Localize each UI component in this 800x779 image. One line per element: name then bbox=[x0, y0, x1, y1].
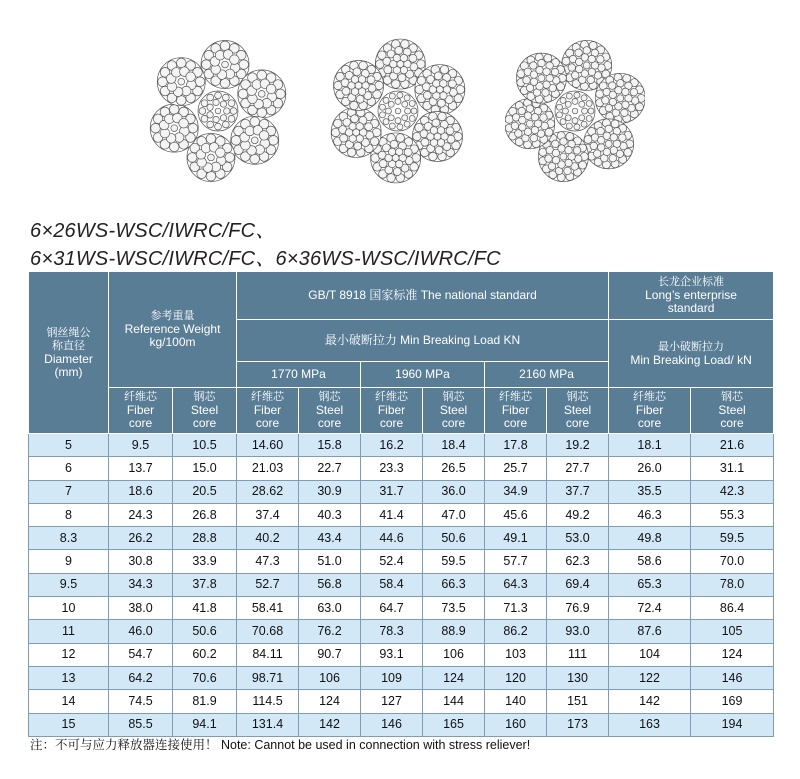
fiber-core-header-en: Fiber core bbox=[501, 403, 530, 430]
enterprise-load-cn: 最小破断拉力 bbox=[658, 340, 725, 353]
table-cell: 24.3 bbox=[109, 503, 173, 526]
table-cell: 21.6 bbox=[691, 434, 774, 457]
grade-header: 1770 MPa bbox=[237, 362, 361, 388]
rope-cross-section-6x31ws bbox=[328, 36, 468, 186]
table-cell: 127 bbox=[361, 690, 423, 713]
table-cell: 76.9 bbox=[547, 597, 609, 620]
table-cell: 26.0 bbox=[609, 457, 691, 480]
table-cell: 18.4 bbox=[423, 434, 485, 457]
table-cell: 78.3 bbox=[361, 620, 423, 643]
table-cell: 140 bbox=[485, 690, 547, 713]
table-cell: 38.0 bbox=[109, 597, 173, 620]
table-cell: 106 bbox=[423, 643, 485, 666]
fiber-core-header-cn: 纤维芯 bbox=[375, 391, 408, 403]
fiber-core-header-cn: 纤维芯 bbox=[633, 391, 667, 403]
table-cell: 19.2 bbox=[547, 434, 609, 457]
spec-table bbox=[28, 271, 774, 737]
diameter-cell: 9.5 bbox=[29, 573, 109, 596]
table-cell: 33.9 bbox=[173, 550, 237, 573]
table-cell: 37.4 bbox=[237, 503, 299, 526]
steel-core-header-en: Steel core bbox=[439, 403, 468, 430]
table-cell: 37.7 bbox=[547, 480, 609, 503]
table-cell: 151 bbox=[547, 690, 609, 713]
diameter-cell: 15 bbox=[29, 713, 109, 736]
diameter-cell: 13 bbox=[29, 666, 109, 689]
table-cell: 18.6 bbox=[109, 480, 173, 503]
table-cell: 73.5 bbox=[423, 597, 485, 620]
table-cell: 47.0 bbox=[423, 503, 485, 526]
table-cell: 26.2 bbox=[109, 527, 173, 550]
table-cell: 98.71 bbox=[237, 666, 299, 689]
table-cell: 124 bbox=[691, 643, 774, 666]
table-cell: 64.7 bbox=[361, 597, 423, 620]
table-cell: 21.03 bbox=[237, 457, 299, 480]
table-cell: 26.8 bbox=[173, 503, 237, 526]
steel-core-header-en: Steel core bbox=[190, 403, 219, 430]
table-cell: 13.7 bbox=[109, 457, 173, 480]
steel-core-header-cn: 钢芯 bbox=[442, 391, 465, 403]
table-cell: 36.0 bbox=[423, 480, 485, 503]
table-row bbox=[29, 597, 774, 620]
table-cell: 25.7 bbox=[485, 457, 547, 480]
table-row bbox=[29, 527, 774, 550]
table-cell: 60.2 bbox=[173, 643, 237, 666]
table-cell: 59.5 bbox=[691, 527, 774, 550]
table-cell: 74.5 bbox=[109, 690, 173, 713]
table-cell: 165 bbox=[423, 713, 485, 736]
table-cell: 40.2 bbox=[237, 527, 299, 550]
steel-core-header-en: Steel core bbox=[563, 403, 592, 430]
table-cell: 84.11 bbox=[237, 643, 299, 666]
steel-core-header bbox=[691, 388, 774, 434]
table-cell: 37.8 bbox=[173, 573, 237, 596]
table-cell: 63.0 bbox=[299, 597, 361, 620]
table-cell: 160 bbox=[485, 713, 547, 736]
table-row bbox=[29, 503, 774, 526]
fiber-core-header-en: Fiber core bbox=[377, 403, 406, 430]
table-cell: 46.3 bbox=[609, 503, 691, 526]
weight-header-cn: 参考重量 bbox=[150, 310, 195, 322]
table-cell: 106 bbox=[299, 666, 361, 689]
table-cell: 49.1 bbox=[485, 527, 547, 550]
table-cell: 22.7 bbox=[299, 457, 361, 480]
table-cell: 59.5 bbox=[423, 550, 485, 573]
diameter-cell: 5 bbox=[29, 434, 109, 457]
steel-core-header bbox=[173, 388, 237, 434]
table-row bbox=[29, 434, 774, 457]
table-cell: 146 bbox=[361, 713, 423, 736]
table-cell: 51.0 bbox=[299, 550, 361, 573]
fiber-core-header bbox=[609, 388, 691, 434]
table-cell: 14.60 bbox=[237, 434, 299, 457]
table-cell: 70.68 bbox=[237, 620, 299, 643]
table-cell: 65.3 bbox=[609, 573, 691, 596]
steel-core-header-en: Steel core bbox=[315, 403, 344, 430]
table-cell: 111 bbox=[547, 643, 609, 666]
table-cell: 18.1 bbox=[609, 434, 691, 457]
diameter-header bbox=[29, 272, 109, 434]
table-cell: 76.2 bbox=[299, 620, 361, 643]
table-cell: 50.6 bbox=[423, 527, 485, 550]
table-cell: 64.3 bbox=[485, 573, 547, 596]
table-row bbox=[29, 573, 774, 596]
table-cell: 47.3 bbox=[237, 550, 299, 573]
table-cell: 52.7 bbox=[237, 573, 299, 596]
table-cell: 122 bbox=[609, 666, 691, 689]
table-cell: 9.5 bbox=[109, 434, 173, 457]
table-cell: 88.9 bbox=[423, 620, 485, 643]
table-cell: 72.4 bbox=[609, 597, 691, 620]
table-cell: 109 bbox=[361, 666, 423, 689]
enterprise-load-en: Min Breaking Load/ kN bbox=[630, 352, 752, 367]
national-standard-header: GB/T 8918 国家标准 The national standard bbox=[237, 272, 609, 320]
diameter-header-en: Diameter (mm) bbox=[44, 351, 93, 379]
steel-core-header-cn: 钢芯 bbox=[193, 391, 216, 403]
table-cell: 17.8 bbox=[485, 434, 547, 457]
table-cell: 90.7 bbox=[299, 643, 361, 666]
table-cell: 173 bbox=[547, 713, 609, 736]
table-cell: 54.7 bbox=[109, 643, 173, 666]
table-cell: 10.5 bbox=[173, 434, 237, 457]
steel-core-header bbox=[547, 388, 609, 434]
table-cell: 104 bbox=[609, 643, 691, 666]
table-cell: 93.1 bbox=[361, 643, 423, 666]
table-cell: 93.0 bbox=[547, 620, 609, 643]
table-cell: 103 bbox=[485, 643, 547, 666]
fiber-core-header-en: Fiber core bbox=[253, 403, 282, 430]
fiber-core-header-cn: 纤维芯 bbox=[251, 391, 284, 403]
table-cell: 20.5 bbox=[173, 480, 237, 503]
table-cell: 94.1 bbox=[173, 713, 237, 736]
diameter-cell: 8.3 bbox=[29, 527, 109, 550]
table-cell: 28.62 bbox=[237, 480, 299, 503]
table-cell: 34.3 bbox=[109, 573, 173, 596]
table-cell: 49.8 bbox=[609, 527, 691, 550]
table-cell: 78.0 bbox=[691, 573, 774, 596]
diameter-cell: 8 bbox=[29, 503, 109, 526]
table-cell: 15.0 bbox=[173, 457, 237, 480]
product-title-line2: 6×31WS-WSC/IWRC/FC、6×36WS-WSC/IWRC/FC bbox=[30, 248, 501, 270]
table-cell: 52.4 bbox=[361, 550, 423, 573]
table-cell: 55.3 bbox=[691, 503, 774, 526]
table-cell: 28.8 bbox=[173, 527, 237, 550]
table-cell: 30.9 bbox=[299, 480, 361, 503]
table-cell: 30.8 bbox=[109, 550, 173, 573]
table-cell: 49.2 bbox=[547, 503, 609, 526]
fiber-core-header bbox=[237, 388, 299, 434]
table-cell: 34.9 bbox=[485, 480, 547, 503]
table-cell: 58.4 bbox=[361, 573, 423, 596]
table-cell: 120 bbox=[485, 666, 547, 689]
table-row bbox=[29, 666, 774, 689]
fiber-core-header-en: Fiber core bbox=[635, 403, 664, 430]
fiber-core-header-cn: 纤维芯 bbox=[124, 391, 157, 403]
table-cell: 124 bbox=[423, 666, 485, 689]
usage-note: 注：不可与应力释放器连接使用！ Note: Cannot be used in connection with stress reliever! bbox=[30, 738, 531, 752]
table-cell: 16.2 bbox=[361, 434, 423, 457]
table-cell: 41.8 bbox=[173, 597, 237, 620]
rope-diagrams bbox=[0, 0, 800, 200]
table-cell: 58.41 bbox=[237, 597, 299, 620]
table-cell: 66.3 bbox=[423, 573, 485, 596]
diameter-cell: 14 bbox=[29, 690, 109, 713]
grade-header: 2160 MPa bbox=[485, 362, 609, 388]
rope-cross-section-6x36ws bbox=[505, 36, 645, 186]
table-row bbox=[29, 620, 774, 643]
fiber-core-header-cn: 纤维芯 bbox=[499, 391, 532, 403]
table-cell: 46.0 bbox=[109, 620, 173, 643]
table-cell: 56.8 bbox=[299, 573, 361, 596]
table-cell: 86.2 bbox=[485, 620, 547, 643]
table-cell: 44.6 bbox=[361, 527, 423, 550]
steel-core-header-en: Steel core bbox=[718, 403, 746, 430]
table-cell: 70.0 bbox=[691, 550, 774, 573]
table-cell: 163 bbox=[609, 713, 691, 736]
min-breaking-load-header: 最小破断拉力 Min Breaking Load KN bbox=[237, 320, 609, 362]
table-cell: 23.3 bbox=[361, 457, 423, 480]
table-cell: 124 bbox=[299, 690, 361, 713]
enterprise-header-en: Long’s enterprise standard bbox=[645, 288, 737, 315]
table-cell: 41.4 bbox=[361, 503, 423, 526]
table-row bbox=[29, 713, 774, 736]
fiber-core-header bbox=[361, 388, 423, 434]
weight-header-en: Reference Weight kg/100m bbox=[124, 322, 221, 349]
table-cell: 53.0 bbox=[547, 527, 609, 550]
table-cell: 105 bbox=[691, 620, 774, 643]
table-cell: 71.3 bbox=[485, 597, 547, 620]
steel-core-header-cn: 钢芯 bbox=[721, 391, 744, 403]
fiber-core-header bbox=[109, 388, 173, 434]
table-cell: 45.6 bbox=[485, 503, 547, 526]
table-cell: 50.6 bbox=[173, 620, 237, 643]
diameter-header-cn: 钢丝绳公称直径 bbox=[46, 326, 91, 352]
steel-core-header bbox=[299, 388, 361, 434]
diameter-cell: 9 bbox=[29, 550, 109, 573]
table-cell: 15.8 bbox=[299, 434, 361, 457]
table-cell: 35.5 bbox=[609, 480, 691, 503]
table-cell: 81.9 bbox=[173, 690, 237, 713]
fiber-core-header bbox=[485, 388, 547, 434]
table-cell: 40.3 bbox=[299, 503, 361, 526]
table-cell: 146 bbox=[691, 666, 774, 689]
table-cell: 64.2 bbox=[109, 666, 173, 689]
steel-core-header-cn: 钢芯 bbox=[318, 391, 341, 403]
table-cell: 27.7 bbox=[547, 457, 609, 480]
diameter-cell: 12 bbox=[29, 643, 109, 666]
diameter-cell: 6 bbox=[29, 457, 109, 480]
table-cell: 86.4 bbox=[691, 597, 774, 620]
diameter-cell: 7 bbox=[29, 480, 109, 503]
table-cell: 114.5 bbox=[237, 690, 299, 713]
enterprise-standard-header bbox=[609, 272, 774, 320]
product-title-line1: 6×26WS-WSC/IWRC/FC、 bbox=[30, 220, 276, 242]
table-cell: 131.4 bbox=[237, 713, 299, 736]
table-cell: 142 bbox=[299, 713, 361, 736]
steel-core-header-cn: 钢芯 bbox=[566, 391, 589, 403]
table-cell: 31.1 bbox=[691, 457, 774, 480]
table-cell: 87.6 bbox=[609, 620, 691, 643]
table-cell: 70.6 bbox=[173, 666, 237, 689]
table-cell: 57.7 bbox=[485, 550, 547, 573]
table-cell: 31.7 bbox=[361, 480, 423, 503]
table-row bbox=[29, 457, 774, 480]
weight-header bbox=[109, 272, 237, 388]
diameter-cell: 11 bbox=[29, 620, 109, 643]
table-cell: 69.4 bbox=[547, 573, 609, 596]
rope-cross-section-6x26ws bbox=[148, 36, 288, 186]
table-row bbox=[29, 550, 774, 573]
table-cell: 62.3 bbox=[547, 550, 609, 573]
table-cell: 142 bbox=[609, 690, 691, 713]
table-cell: 194 bbox=[691, 713, 774, 736]
enterprise-header-cn: 长龙企业标准 bbox=[658, 276, 725, 288]
table-row bbox=[29, 690, 774, 713]
table-cell: 43.4 bbox=[299, 527, 361, 550]
table-row bbox=[29, 643, 774, 666]
table-cell: 42.3 bbox=[691, 480, 774, 503]
table-cell: 26.5 bbox=[423, 457, 485, 480]
table-cell: 169 bbox=[691, 690, 774, 713]
diameter-cell: 10 bbox=[29, 597, 109, 620]
table-cell: 58.6 bbox=[609, 550, 691, 573]
enterprise-load-header bbox=[609, 320, 774, 388]
table-row bbox=[29, 480, 774, 503]
steel-core-header bbox=[423, 388, 485, 434]
fiber-core-header-en: Fiber core bbox=[126, 403, 155, 430]
grade-header: 1960 MPa bbox=[361, 362, 485, 388]
table-cell: 144 bbox=[423, 690, 485, 713]
table-cell: 130 bbox=[547, 666, 609, 689]
table-cell: 85.5 bbox=[109, 713, 173, 736]
